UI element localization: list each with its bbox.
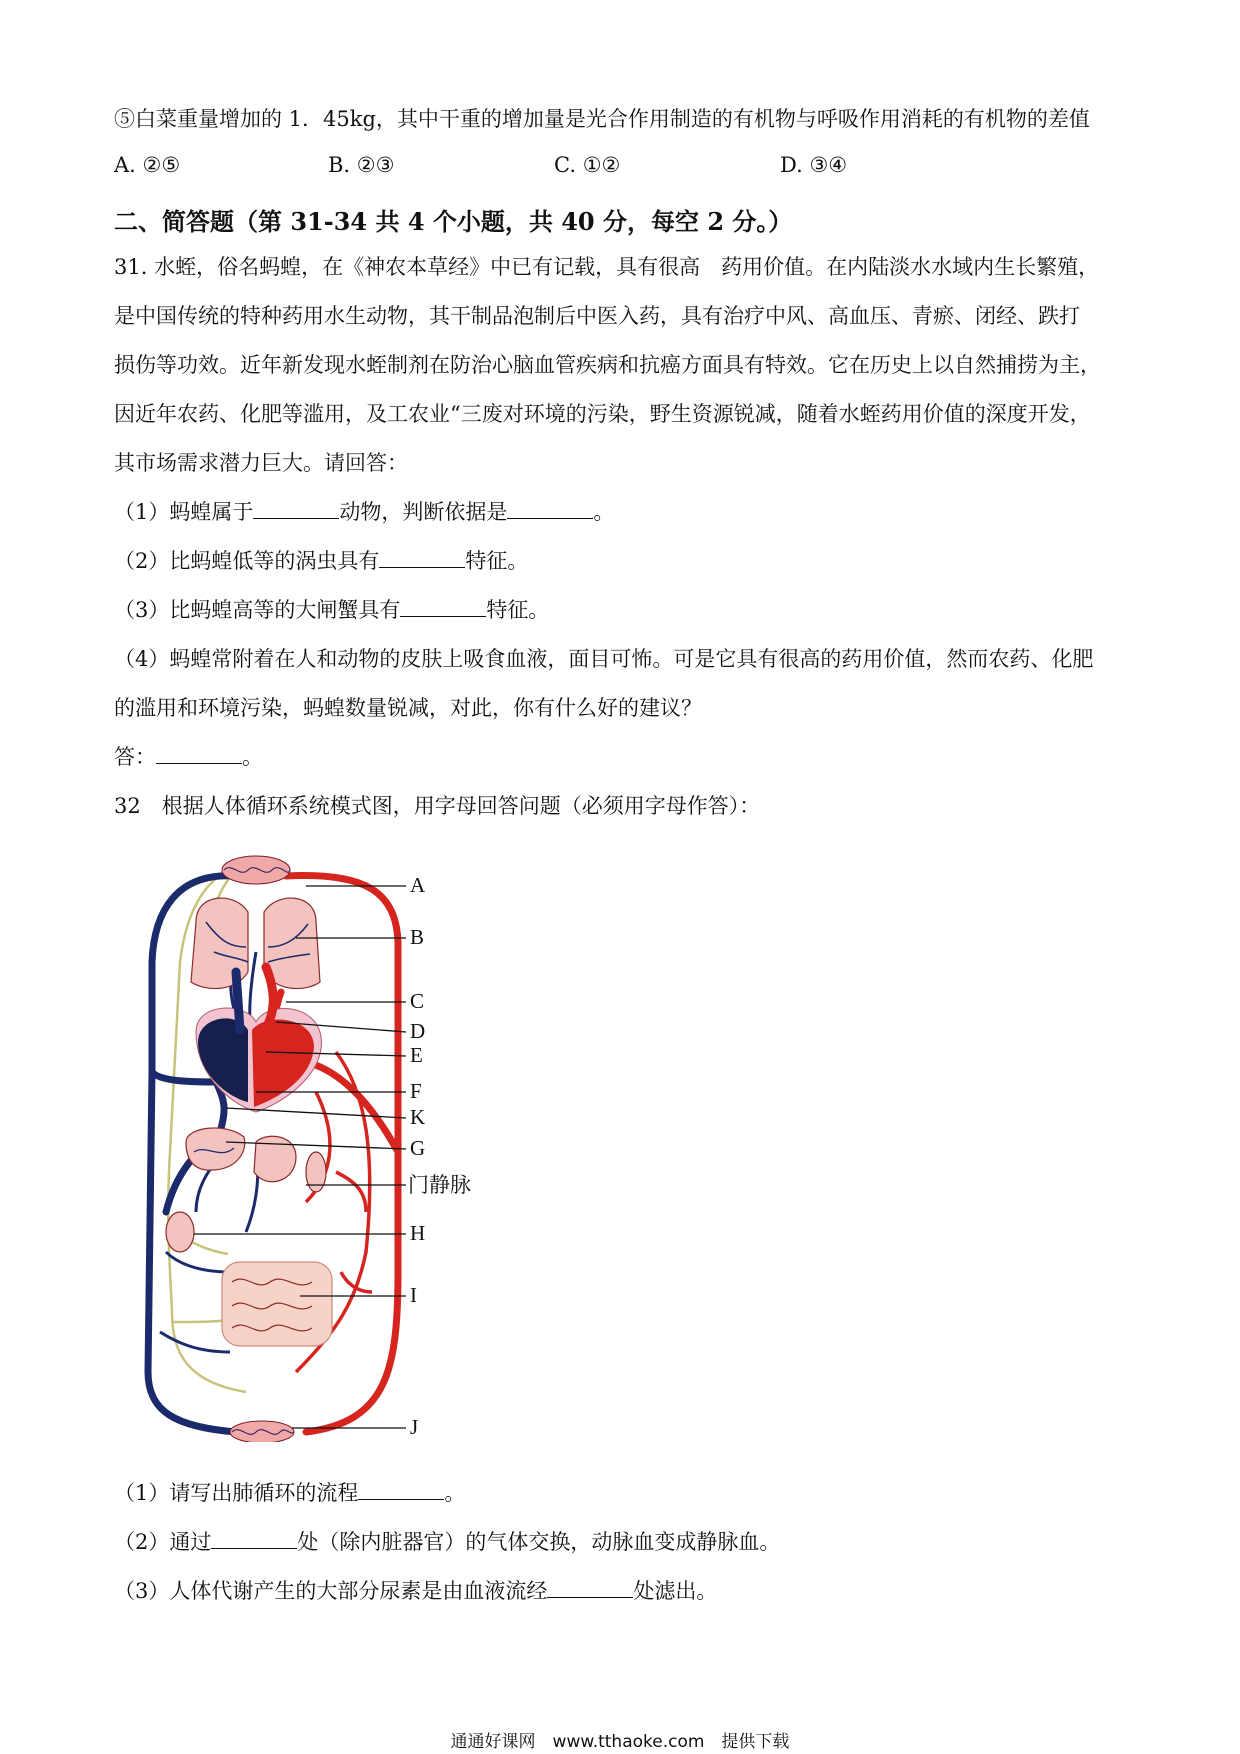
label-d: D (410, 1019, 426, 1043)
answer-blank[interactable] (253, 498, 339, 519)
section-title: 二、简答题（第 31-34 共 4 个小题，共 40 分，每空 2 分。） (114, 207, 793, 236)
q32-sub3-text-b: 处滤出。 (633, 1579, 718, 1603)
label-h: H (410, 1221, 426, 1245)
q31-sub4-line-2: 的滥用和环境污染，蚂蝗数量锐减，对此，你有什么好的建议？ (114, 696, 702, 720)
option-d (780, 153, 847, 177)
q31-intro-line-4: 因近年农药、化肥等滥用，及工农业“三废对环境的污染，野生资源锐减，随着水蛭药用价值的深度开发， (114, 402, 1091, 426)
q30-options (114, 153, 1114, 183)
option-d-label: D. (780, 153, 803, 177)
kidney (166, 1212, 194, 1252)
q31-intro-line-2: 是中国传统的特种药用水生动物，其干制品泡制后中医入药，具有治疗中风、高血压、青瘀、闭经、跌打 (114, 304, 1080, 328)
option-a (114, 153, 180, 177)
q32-intro: 32 根据人体循环系统模式图，用字母回答问题（必须用字母作答）： (114, 794, 761, 818)
q31-sub2-text-b: 特征。 (465, 549, 529, 573)
label-e: E (410, 1043, 423, 1067)
q31-intro-line-1: 31. 水蛭，俗名蚂蝗，在《神农本草经》中已有记载，具有很高 药用价值。在内陆淡水水域内生长繁殖， (114, 255, 1100, 279)
label-j: J (410, 1415, 419, 1439)
option-a-value: ②⑤ (142, 153, 181, 177)
q32-sub2-text-b: 处（除内脏器官）的气体交换，动脉血变成静脉血。 (297, 1530, 781, 1554)
q31-answer-label: 答： (114, 745, 156, 769)
option-b-label: B. (328, 153, 351, 177)
q32-sub2 (114, 1527, 1130, 1557)
q31-answer-end: 。 (242, 745, 263, 769)
intestine (222, 1262, 332, 1346)
option-c (554, 153, 620, 177)
q31-sub1-text-a: （1）蚂蝗属于 (114, 500, 254, 524)
label-g: G (410, 1136, 426, 1160)
label-a: A (410, 873, 426, 897)
page-footer: 通通好课网 www.tthaoke.com 提供下载 (450, 1732, 790, 1752)
label-portal-vein: 门静脉 (408, 1173, 471, 1197)
q32-sub1 (114, 1478, 1130, 1508)
label-b: B (410, 925, 425, 949)
option-b-value: ②③ (356, 153, 395, 177)
answer-blank[interactable] (400, 596, 486, 617)
liver (186, 1128, 245, 1170)
option-c-label: C. (554, 153, 576, 177)
answer-blank[interactable] (156, 743, 242, 764)
q31-sub1-text-c: 。 (593, 500, 615, 524)
option-b (328, 153, 394, 177)
q32-sub3-text-a: （3）人体代谢产生的大部分尿素是由血液流经 (114, 1579, 548, 1603)
lower-body-capillaries (230, 1421, 294, 1442)
lungs (191, 898, 320, 989)
answer-blank[interactable] (507, 498, 593, 519)
q32-sub2-text-a: （2）通过 (114, 1530, 212, 1554)
option-c-value: ①② (582, 153, 621, 177)
q31-sub1 (114, 497, 1130, 527)
option-d-value: ③④ (809, 153, 848, 177)
q31-sub3 (114, 595, 1130, 625)
q31-sub4-line-1: （4）蚂蝗常附着在人和动物的皮肤上吸食血液，面目可怖。可是它具有很高的药用价值，然而农药、化肥 (114, 647, 1094, 671)
q31-sub3-text-b: 特征。 (486, 598, 550, 622)
option-a-label: A. (114, 153, 136, 177)
answer-blank[interactable] (358, 1479, 444, 1500)
upper-body-capillaries (222, 856, 290, 884)
q32-sub1-text-a: （1）请写出肺循环的流程 (114, 1481, 359, 1505)
label-c: C (410, 989, 425, 1013)
answer-blank[interactable] (211, 1528, 297, 1549)
q31-sub2-text-a: （2）比蚂蝗低等的涡虫具有 (114, 549, 380, 573)
label-i: I (410, 1283, 417, 1307)
answer-blank[interactable] (379, 547, 465, 568)
q31-answer (114, 742, 1130, 772)
q31-intro-line-3: 损伤等功效。近年新发现水蛭制剂在防治心脑血管疾病和抗癌方面具有特效。它在历史上以自然捕捞为主， (114, 353, 1101, 377)
q32-sub1-text-b: 。 (444, 1481, 466, 1505)
answer-blank[interactable] (547, 1577, 633, 1598)
q31-sub1-text-b: 动物，判断依据是 (339, 500, 508, 524)
q32-sub3 (114, 1576, 1130, 1606)
q31-intro-line-5: 其市场需求潜力巨大。请回答： (114, 451, 408, 475)
label-f: F (410, 1079, 422, 1103)
label-k: K (410, 1105, 426, 1129)
circulatory-system-diagram (136, 852, 536, 1442)
q30-statement-5: ⑤白菜重量增加的 1．45kg，其中干重的增加量是光合作用制造的有机物与呼吸作用消耗的有机物的差值 (114, 107, 1090, 131)
q31-sub3-text-a: （3）比蚂蝗高等的大闸蟹具有 (114, 598, 401, 622)
q31-sub2 (114, 546, 1130, 576)
